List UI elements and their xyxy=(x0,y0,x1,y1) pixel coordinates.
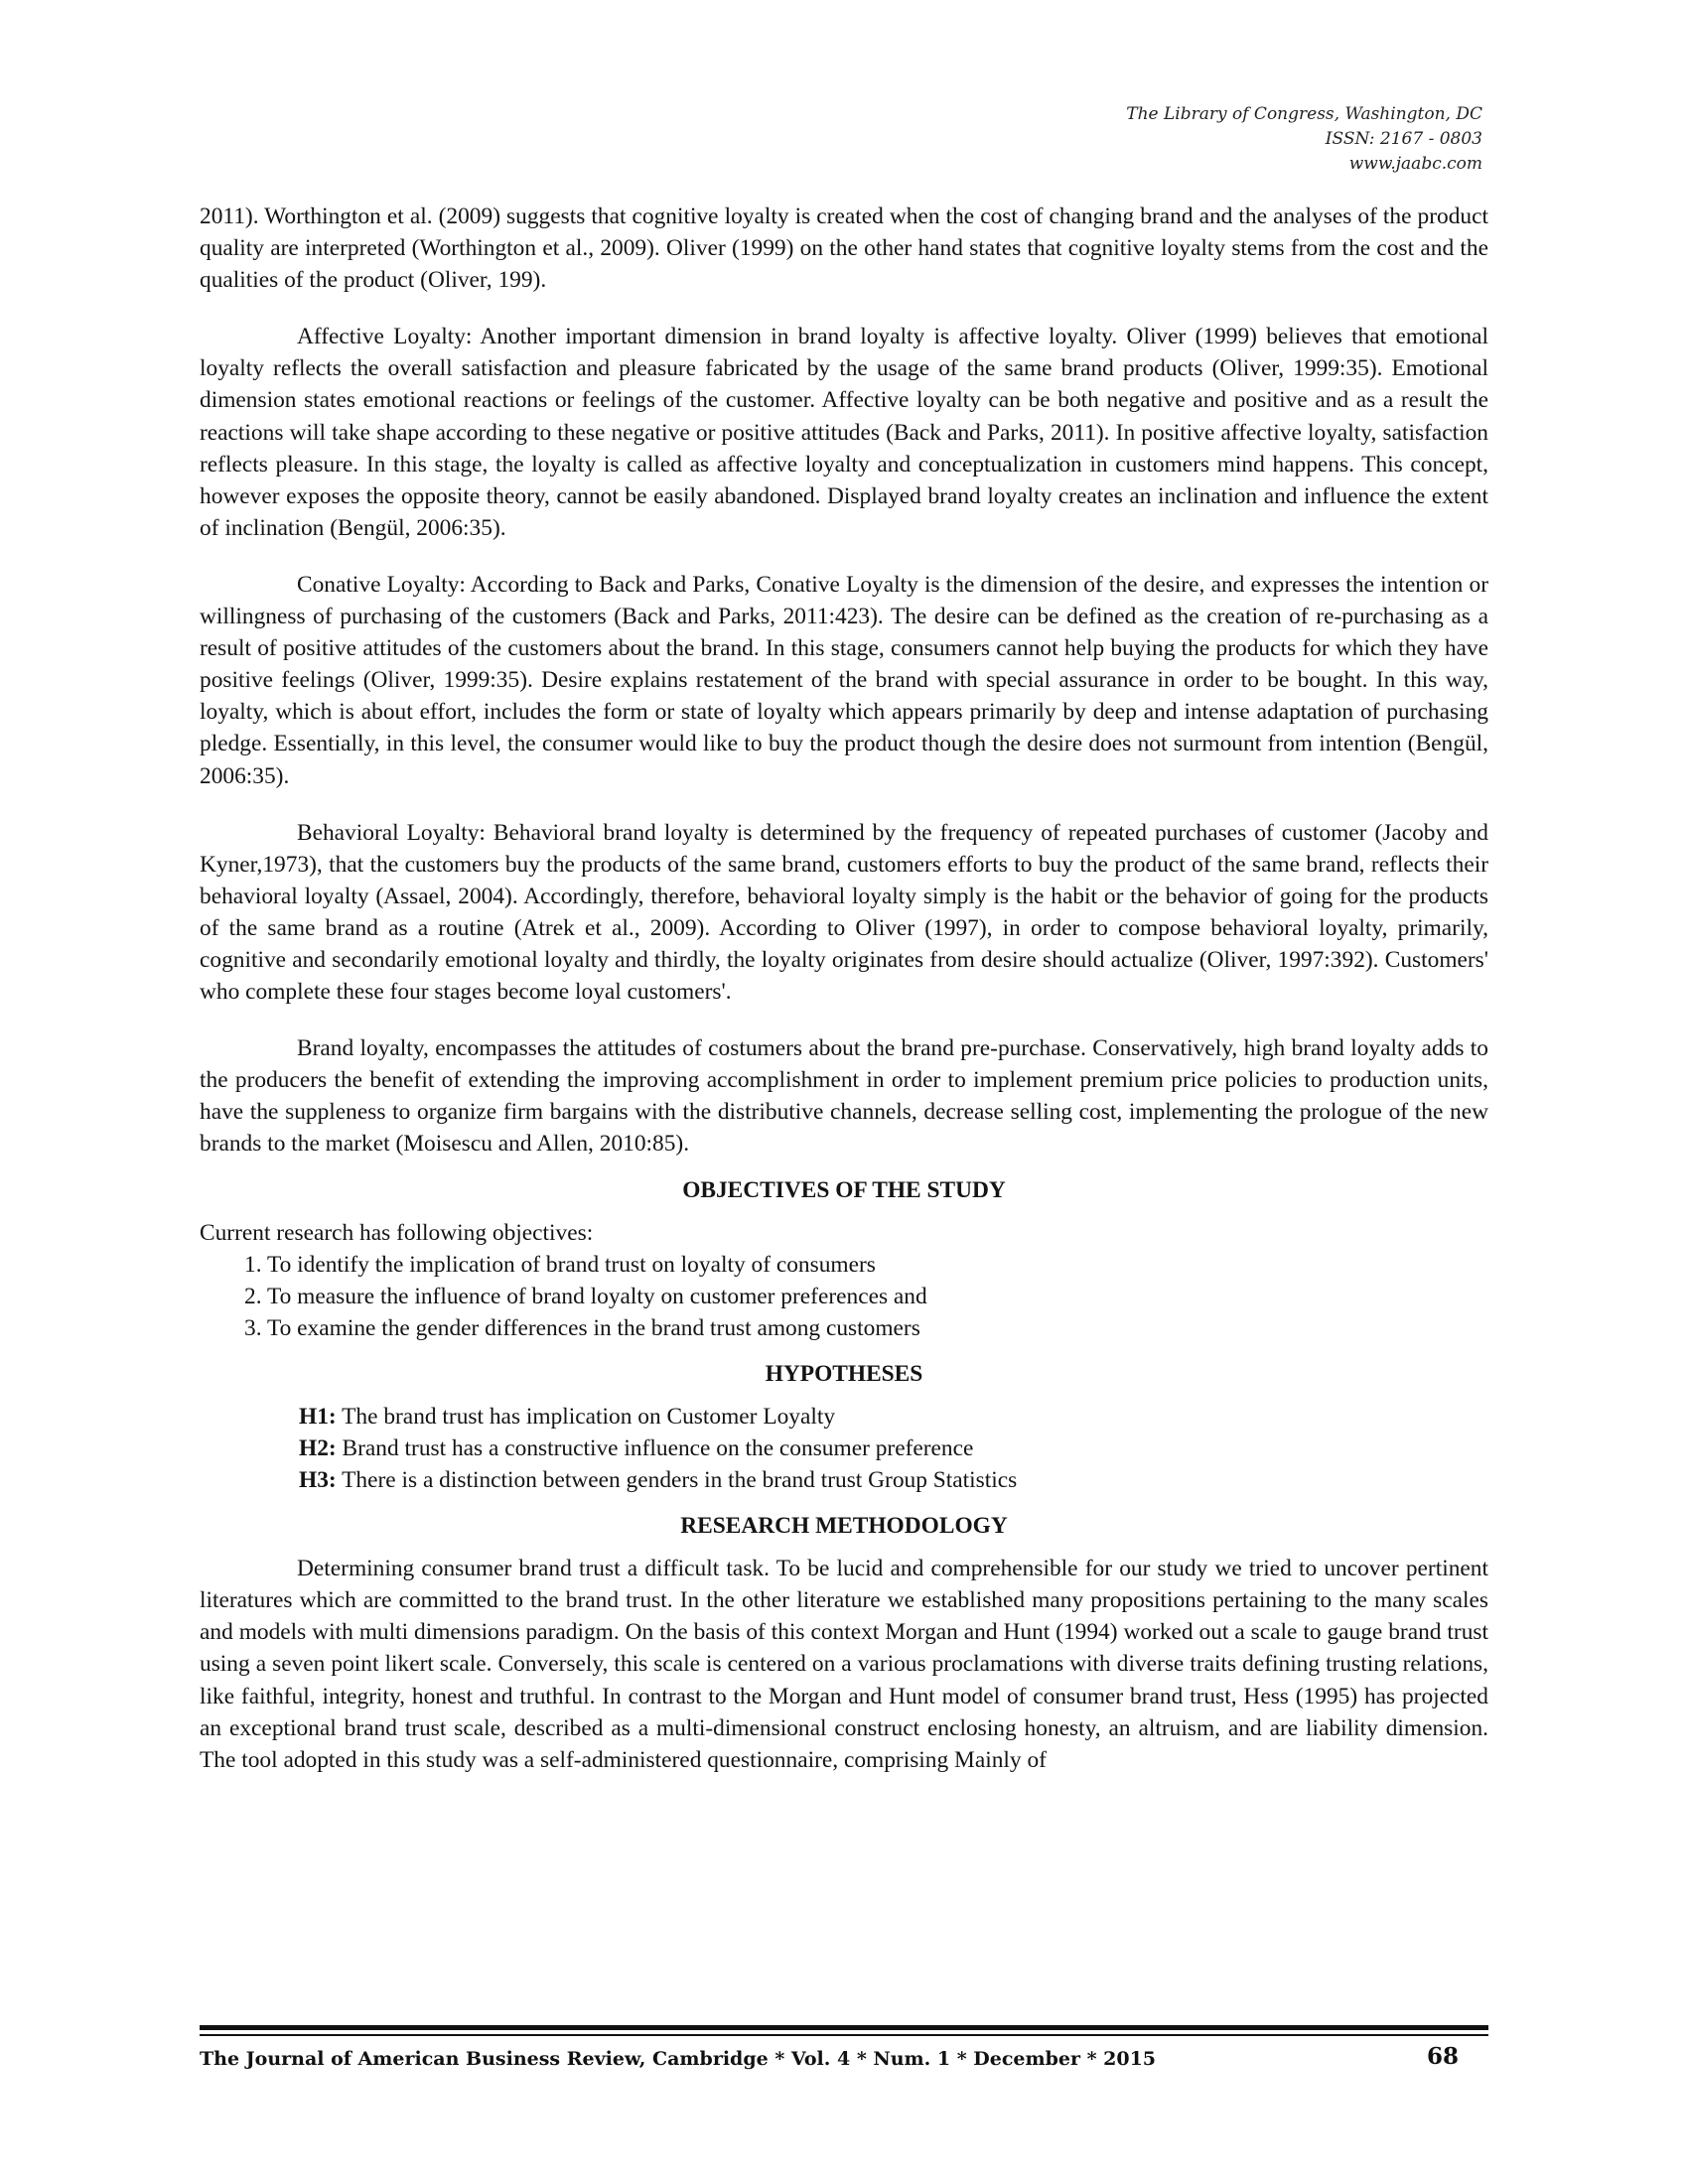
paragraph-affective-loyalty: Affective Loyalty: Another important dimension in brand loyalty is affective loyalty. Oliver (1999) believes that emotional loyalty reflects the overall satisfaction and pleasure fabricated by the usage of the same brand products (Oliver, 1999:35). Emotional dimension states emotional reactions or feelings of the customer. Affective loyalty can be both negative and positive and as a result the reactions will take shape according to these negative or positive attitudes (Back and Parks, 2011). In positive affective loyalty, satisfaction reflects pleasure. In this stage, the loyalty is called as affective loyalty and conceptualization in customers mind happens. This concept, however exposes the opposite theory, cannot be easily abandoned. Displayed brand loyalty creates an inclination and influence the extent of inclination (Bengül, 2006:35). xyxy=(200,324,1488,541)
running-header xyxy=(887,102,1482,177)
hypothesis-label: H1: xyxy=(299,1403,337,1430)
hypothesis-text: Brand trust has a constructive influence on the consumer preference xyxy=(336,1435,974,1461)
objective-item: 3. To examine the gender differences in the brand trust among customers xyxy=(244,1314,920,1341)
hypotheses-heading: HYPOTHESES xyxy=(765,1360,923,1387)
paragraph-methodology: Determining consumer brand trust a difficult task. To be lucid and comprehensible for our study we tried to uncover pertinent literatures which are committed to the brand trust. In the other literature we established many propositions pertaining to the many scales and models with multi dimensions paradigm. On the basis of this context Morgan and Hunt (1994) worked out a scale to gauge brand trust using a seven point likert scale. Conversely, this scale is centered on a various proclamations with diverse traits defining trusting relations, like faithful, integrity, honest and truthful. In contrast to the Morgan and Hunt model of consumer brand trust, Hess (1995) has projected an exceptional brand trust scale, described as a multi-dimensional construct enclosing honesty, an altruism, and are liability dimension. The tool adopted in this study was a self-administered questionnaire, comprising Mainly of xyxy=(200,1556,1488,1773)
objectives-intro: Current research has following objectives: xyxy=(200,1219,594,1246)
footer-divider-thin xyxy=(200,2034,1488,2036)
objective-item: 1. To identify the implication of brand trust on loyalty of consumers xyxy=(244,1251,876,1278)
header-issn: ISSN: 2167 - 0803 xyxy=(1325,129,1482,149)
running-footer xyxy=(200,2043,1488,2075)
header-website[interactable]: www.jaabc.com xyxy=(1348,154,1482,174)
paragraph-cognitive-continued: 2011). Worthington et al. (2009) suggests that cognitive loyalty is created when the cost of changing brand and the analyses of the product quality are interpreted (Worthington et al., 2009). Oliver (1999) on the other hand states that cognitive loyalty stems from the cost and the qualities of the product (Oliver, 199). xyxy=(200,204,1488,294)
hypothesis-text: The brand trust has implication on Customer Loyalty xyxy=(336,1403,836,1430)
hypotheses-list xyxy=(200,1401,1488,1496)
methodology-heading: RESEARCH METHODOLOGY xyxy=(680,1513,1008,1540)
footer-divider xyxy=(200,2025,1488,2030)
objective-item: 2. To measure the influence of brand loyalty on customer preferences and xyxy=(244,1283,927,1309)
hypothesis-label: H2: xyxy=(299,1435,337,1461)
hypothesis-label: H3: xyxy=(299,1467,337,1494)
paragraph-behavioral-loyalty: Behavioral Loyalty: Behavioral brand loyalty is determined by the frequency of repeated purchases of customer (Jacoby and Kyner,1973), that the customers buy the products of the same brand, customers efforts to buy the product of the same brand, reflects their behavioral loyalty (Assael, 2004). Accordingly, therefore, behavioral loyalty simply is the habit or the behavior of going for the products of the same brand as a routine (Atrek et al., 2009). According to Oliver (1997), in order to compose behavioral loyalty, primarily, cognitive and secondarily emotional loyalty and thirdly, the loyalty originates from desire should actualize (Oliver, 1997:392). Customers' who complete these four stages become loyal customers'. xyxy=(200,819,1488,1006)
header-library: The Library of Congress, Washington, DC xyxy=(1126,104,1482,124)
objectives-list xyxy=(200,1249,1488,1344)
page-number: 68 xyxy=(1426,2043,1459,2070)
objectives-heading: OBJECTIVES OF THE STUDY xyxy=(682,1176,1006,1203)
footer-journal-citation: The Journal of American Business Review, Cambridge * Vol. 4 * Num. 1 * December * 2015 xyxy=(200,2048,1157,2070)
hypothesis-item xyxy=(299,1401,1488,1433)
hypothesis-item xyxy=(299,1464,1488,1496)
article-body xyxy=(200,201,1488,1801)
hypothesis-item xyxy=(299,1433,1488,1464)
paragraph-conative-loyalty: Conative Loyalty: According to Back and Parks, Conative Loyalty is the dimension of the desire, and expresses the intention or willingness of purchasing of the customers (Back and Parks, 2011:423). The desire can be defined as the creation of re-purchasing as a result of positive attitudes of the customers about the brand. In this stage, consumers cannot help buying the products for which they have positive feelings (Oliver, 1999:35). Desire explains restatement of the brand with special assurance in order to be bought. In this way, loyalty, which is about effort, includes the form or state of loyalty which appears primarily by deep and intense adaptation of purchasing pledge. Essentially, in this level, the consumer would like to buy the product though the desire does not surmount from intention (Bengül, 2006:35). xyxy=(200,571,1488,789)
paragraph-brand-loyalty: Brand loyalty, encompasses the attitudes of costumers about the brand pre-purchase. Conservatively, high brand loyalty adds to the producers the benefit of extending the improving accomplishment in order to implement premium price policies to production units, have the suppleness to organize firm bargains with the distributive channels, decrease selling cost, implementing the prologue of the new brands to the market (Moisescu and Allen, 2010:85). xyxy=(200,1035,1488,1158)
hypothesis-text: There is a distinction between genders in the brand trust Group Statistics xyxy=(336,1467,1018,1494)
